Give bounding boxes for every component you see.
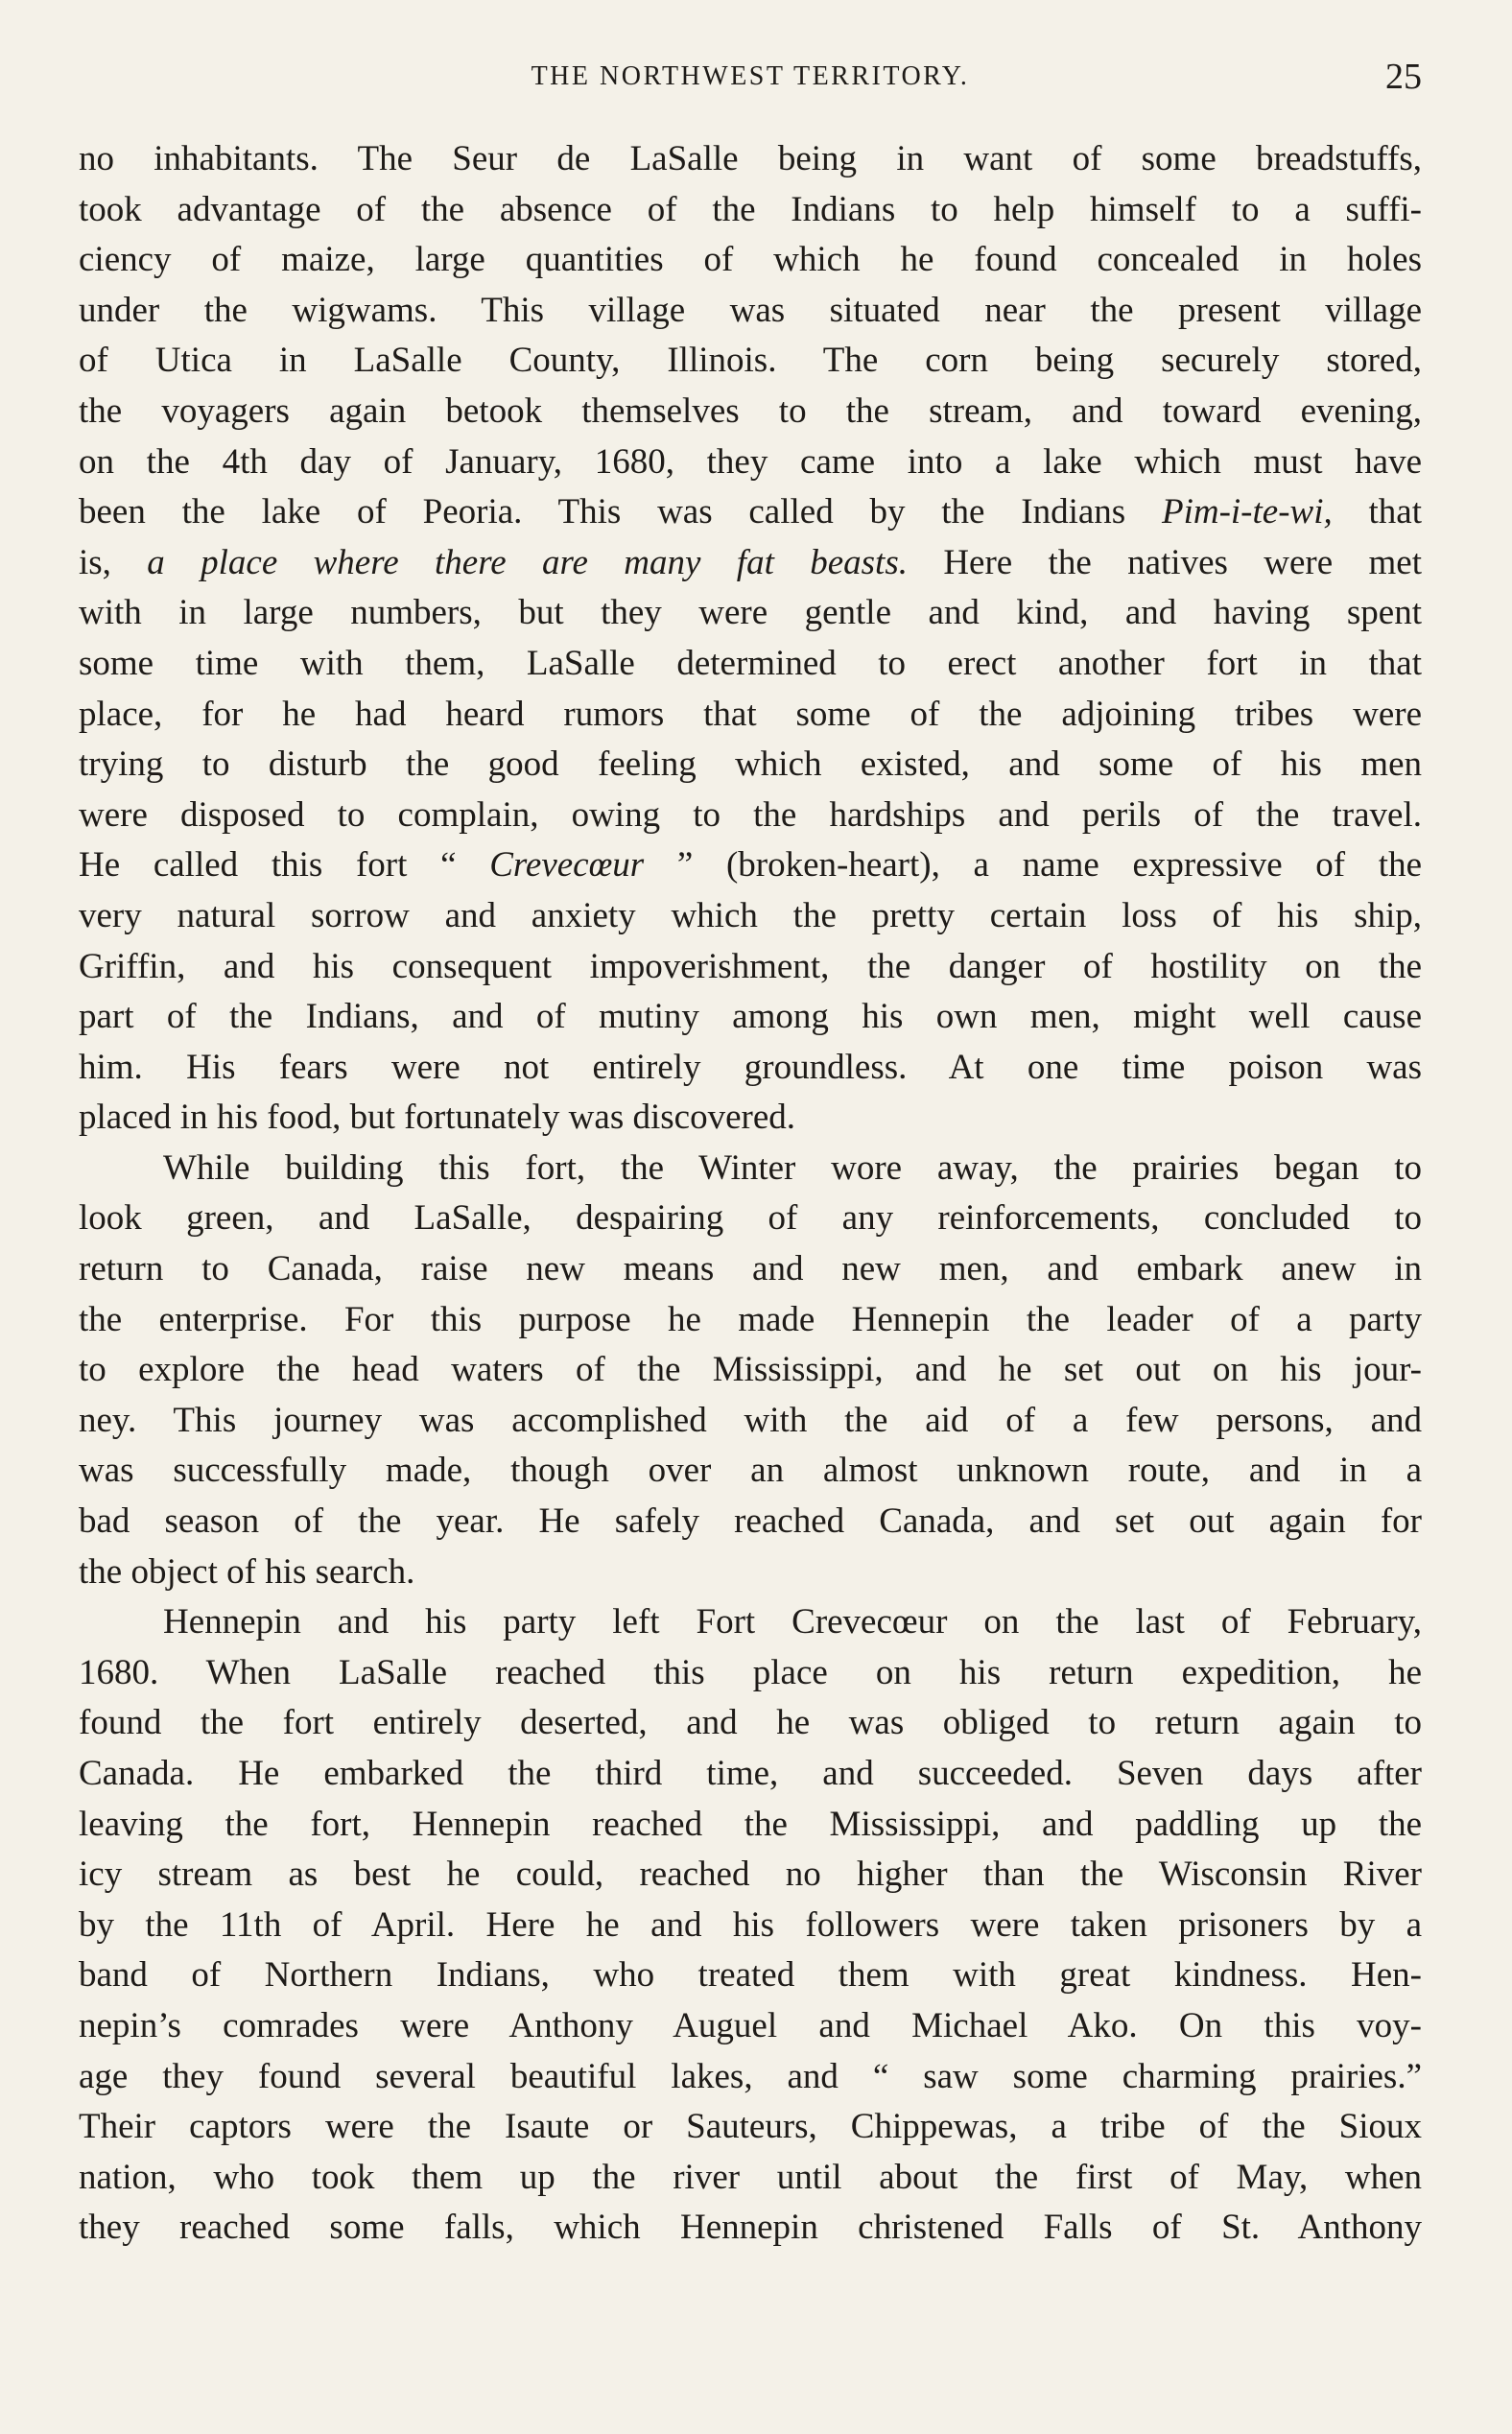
text-line-main: look green, and LaSalle, despairing of any reinforcements, concluded to [79,1198,1422,1239]
text-line-main: nation, who took them up the river until about the first of May, when [79,2157,1422,2197]
text-line-main: the voyagers again betook themselves to the stream, and toward evening, [79,390,1422,431]
text-line [79,1548,1422,1598]
text-line-main: icy stream as best he could, reached no higher than the Wisconsin River [79,1855,1422,1895]
text-line [79,1901,1422,1951]
text-line [79,2001,1422,2052]
running-head [79,56,1422,104]
text-line [79,2153,1422,2204]
text-line-main: the enterprise. For this purpose he made Hennepin the leader of a party [79,1299,1422,1339]
text-line-main: took advantage of the absence of the Indians to help himself to a suffi- [79,189,1422,229]
text-line-main: very natural sorrow and anxiety which the pretty certain loss of his ship, [79,895,1422,935]
text-line-main: bad season of the year. He safely reached Canada, and set out again for [79,1501,1422,1542]
text-line [79,1950,1422,2001]
text-line [79,1597,1422,1648]
text-line [79,134,1422,185]
text-line [79,791,1422,841]
text-line [79,588,1422,639]
text-line-main: leaving the fort, Hennepin reached the Mississippi, and paddling up the [79,1804,1422,1844]
text-line [79,942,1422,993]
text-line-main: by the 11th of April. Here he and his followers were taken prisoners by a [79,1904,1422,1945]
text-line [79,1345,1422,1396]
text-line-main: age they found several beautiful lakes, and “ saw some charming prairies.” [79,2056,1422,2096]
text-line-main: Canada. He embarked the third time, and succeeded. Seven days after [79,1754,1422,1793]
text-line-main: were disposed to complain, owing to the hardships and perils of the travel. [79,794,1422,835]
text-line-main: of Utica in LaSalle County, Illinois. The corn being securely stored, [79,341,1422,381]
text-line-main: trying to disturb the good feeling which existed, and some of his men [79,744,1422,785]
text-line-main: place, for he had heard rumors that some of the adjoining tribes were [79,694,1422,734]
text-line [79,1295,1422,1346]
text-line-main: 1680. When LaSalle reached this place on his return expedition, he [79,1652,1422,1692]
text-line-main: no inhabitants. The Seur de LaSalle being in want of some breadstuffs, [79,139,1422,178]
text-line [79,1093,1422,1144]
text-line-main: band of Northern Indians, who treated them with great kindness. Hen- [79,1955,1422,1996]
text-line-main: they reached some falls, which Hennepin christened Falls of St. Anthony [79,2208,1422,2248]
body-text [79,134,1422,2254]
text-line [79,1698,1422,1749]
text-line-main: him. His fears were not entirely groundless. At one time poison was [79,1047,1422,1087]
text-line-main: ney. This journey was accomplished with the aid of a few persons, and [79,1400,1422,1440]
text-line [79,2102,1422,2153]
text-line-main: under the wigwams. This village was situated near the present village [79,290,1422,330]
text-line-main: nepin’s comrades were Anthony Auguel and Michael Ako. On this voy- [79,2005,1422,2045]
text-line-main: to explore the head waters of the Mississippi, and he set out on his jour- [79,1350,1422,1390]
text-line-main: some time with them, LaSalle determined to erect another fort in that [79,643,1422,683]
text-line [79,740,1422,791]
text-line [79,235,1422,286]
text-line [79,387,1422,437]
text-line [79,286,1422,337]
text-line-main: While building this fort, the Winter wore away, the prairies began to [163,1147,1422,1188]
text-line-italic: Crevecœur [489,845,645,886]
text-line-main: return to Canada, raise new means and new men, and embark anew in [79,1249,1422,1289]
text-line-italic: Pim-i-te-wi, [1161,492,1333,532]
text-line-main: Hennepin and his party left Fort Crevecœur on the last of February, [163,1602,1422,1642]
text-line-main: on the 4th day of January, 1680, they came into a lake which must have [79,441,1422,482]
text-line-main: He called this fort “ [79,845,490,886]
text-line [79,1800,1422,1851]
text-line [79,2052,1422,2103]
text-line-main: placed in his food, but fortunately was discovered. [79,1098,795,1138]
text-line-main: with in large numbers, but they were gentle and kind, and having spent [79,593,1422,633]
text-line [79,487,1422,538]
text-line [79,1850,1422,1901]
text-line-main: Griffin, and his consequent impoverishment, the danger of hostility on the [79,946,1422,986]
text-line [79,538,1422,589]
text-line [79,336,1422,387]
text-line [79,1396,1422,1447]
text-line-main: was successfully made, though over an almost unknown route, and in a [79,1451,1422,1491]
text-line [79,1446,1422,1497]
text-line [79,639,1422,690]
text-line-after: that [1332,492,1422,532]
running-title: THE NORTHWEST TERRITORY. [531,61,970,91]
text-line [79,1497,1422,1548]
text-line [79,1749,1422,1800]
text-line-italic: a place where there are many fat beasts. [147,542,908,582]
text-line [79,690,1422,741]
text-line [79,992,1422,1043]
text-line [79,840,1422,891]
text-line [79,1244,1422,1295]
text-line [79,185,1422,236]
text-line [79,891,1422,942]
text-line-main: Their captors were the Isaute or Sauteurs, Chippewas, a tribe of the Sioux [79,2107,1422,2147]
text-line-after: ” (broken-heart), a name expressive of the [644,845,1423,886]
text-line [79,437,1422,488]
text-line-after: Here the natives were met [907,542,1422,582]
text-line [79,1193,1422,1244]
page-number: 25 [1385,57,1422,97]
text-line-main: found the fort entirely deserted, and he was obliged to return again to [79,1703,1422,1743]
text-line-main: is, [79,542,148,582]
text-line-main: part of the Indians, and of mutiny among his own men, might well cause [79,997,1422,1037]
text-line [79,1144,1422,1194]
text-line [79,2203,1422,2254]
text-line-main: been the lake of Peoria. This was called by the Indians [79,492,1162,532]
text-line-main: the object of his search. [79,1551,415,1592]
text-line [79,1043,1422,1094]
text-line-main: ciency of maize, large quantities of which he found concealed in holes [79,240,1422,280]
text-line [79,1648,1422,1699]
